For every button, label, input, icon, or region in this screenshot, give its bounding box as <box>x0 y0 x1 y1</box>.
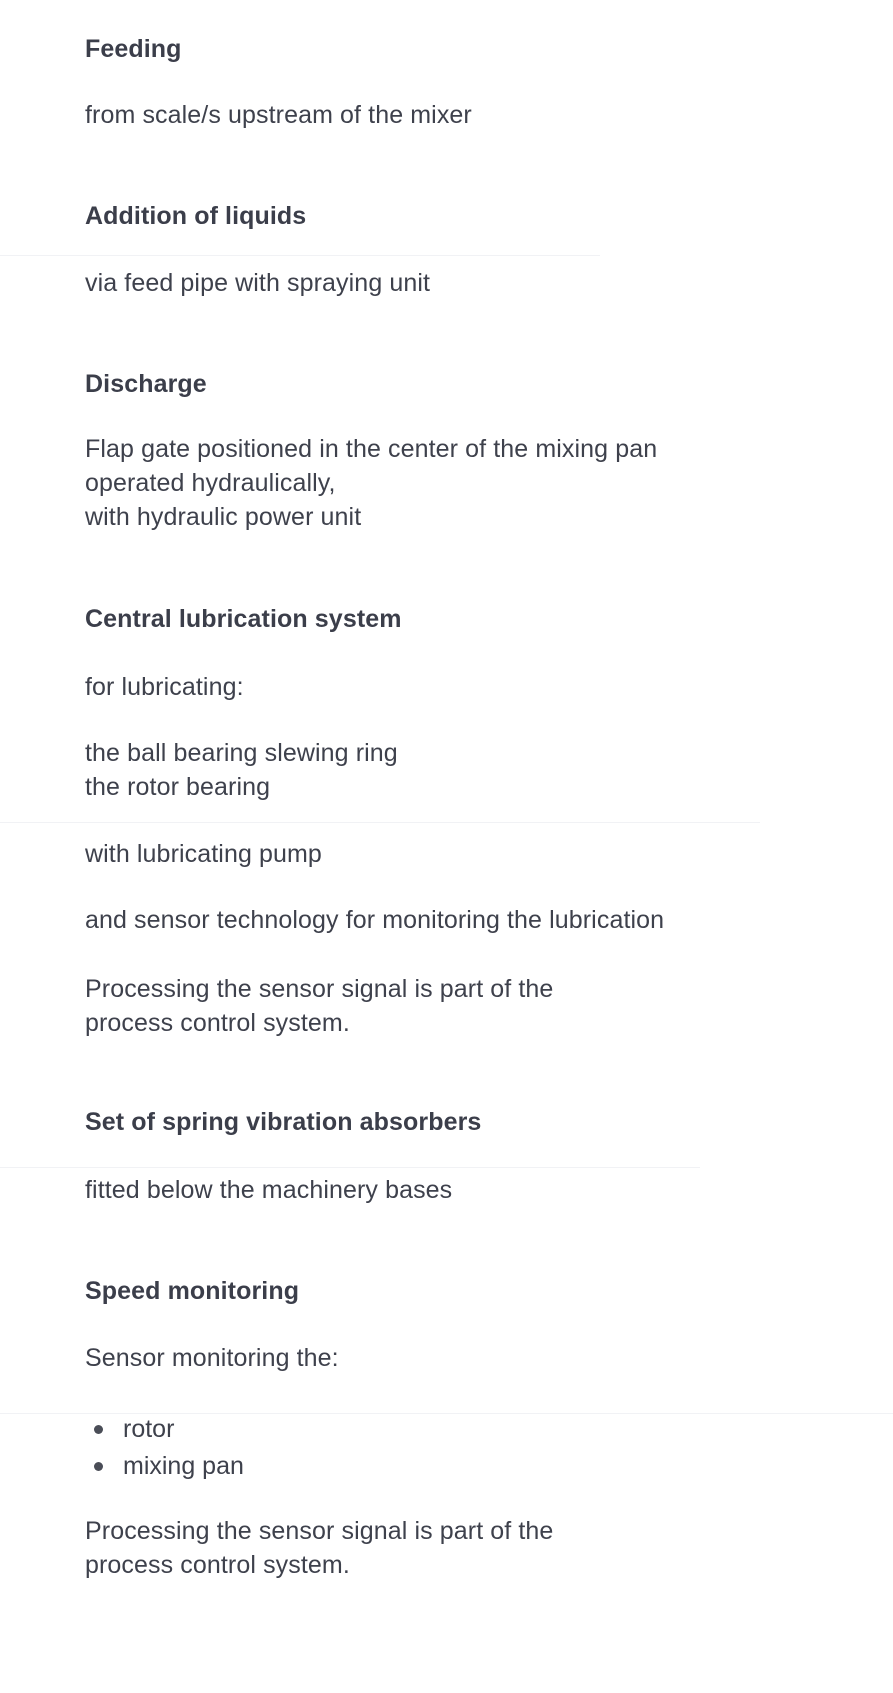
scan-line <box>0 822 760 823</box>
section-text-lubrication-point-2: the rotor bearing <box>85 773 271 801</box>
section-text-lubrication-pump: with lubricating pump <box>85 840 322 868</box>
section-text-discharge-line-2: operated hydraulically, <box>85 469 336 497</box>
section-text-speed-processing-2: process control system. <box>85 1551 350 1579</box>
section-text-lubrication-processing-1: Processing the sensor signal is part of the <box>85 975 554 1003</box>
section-heading-addition-of-liquids: Addition of liquids <box>85 202 307 230</box>
section-heading-feeding: Feeding <box>85 35 182 63</box>
section-text-discharge-line-1: Flap gate positioned in the center of the mixing pan <box>85 435 658 463</box>
bullet-text-rotor: rotor <box>123 1415 175 1443</box>
scan-line <box>0 255 600 256</box>
section-heading-discharge: Discharge <box>85 370 207 398</box>
section-text-lubrication-point-1: the ball bearing slewing ring <box>85 739 398 767</box>
section-text-lubrication-intro: for lubricating: <box>85 673 244 701</box>
section-heading-central-lubrication-system: Central lubrication system <box>85 605 402 633</box>
section-heading-spring-vibration-absorbers: Set of spring vibration absorbers <box>85 1108 482 1136</box>
section-text-discharge-line-3: with hydraulic power unit <box>85 503 362 531</box>
section-text-feeding: from scale/s upstream of the mixer <box>85 101 472 129</box>
section-text-lubrication-sensor: and sensor technology for monitoring the lubrication <box>85 906 665 934</box>
section-text-addition-of-liquids: via feed pipe with spraying unit <box>85 269 431 297</box>
bullet-icon <box>94 1425 103 1434</box>
bullet-text-mixing-pan: mixing pan <box>123 1452 244 1480</box>
scan-line <box>0 1167 700 1168</box>
section-text-speed-processing-1: Processing the sensor signal is part of the <box>85 1517 554 1545</box>
section-text-lubrication-processing-2: process control system. <box>85 1009 350 1037</box>
section-text-speed-monitoring-intro: Sensor monitoring the: <box>85 1344 339 1372</box>
section-text-spring-vibration-absorbers: fitted below the machinery bases <box>85 1176 453 1204</box>
section-heading-speed-monitoring: Speed monitoring <box>85 1277 300 1305</box>
bullet-icon <box>94 1462 103 1471</box>
